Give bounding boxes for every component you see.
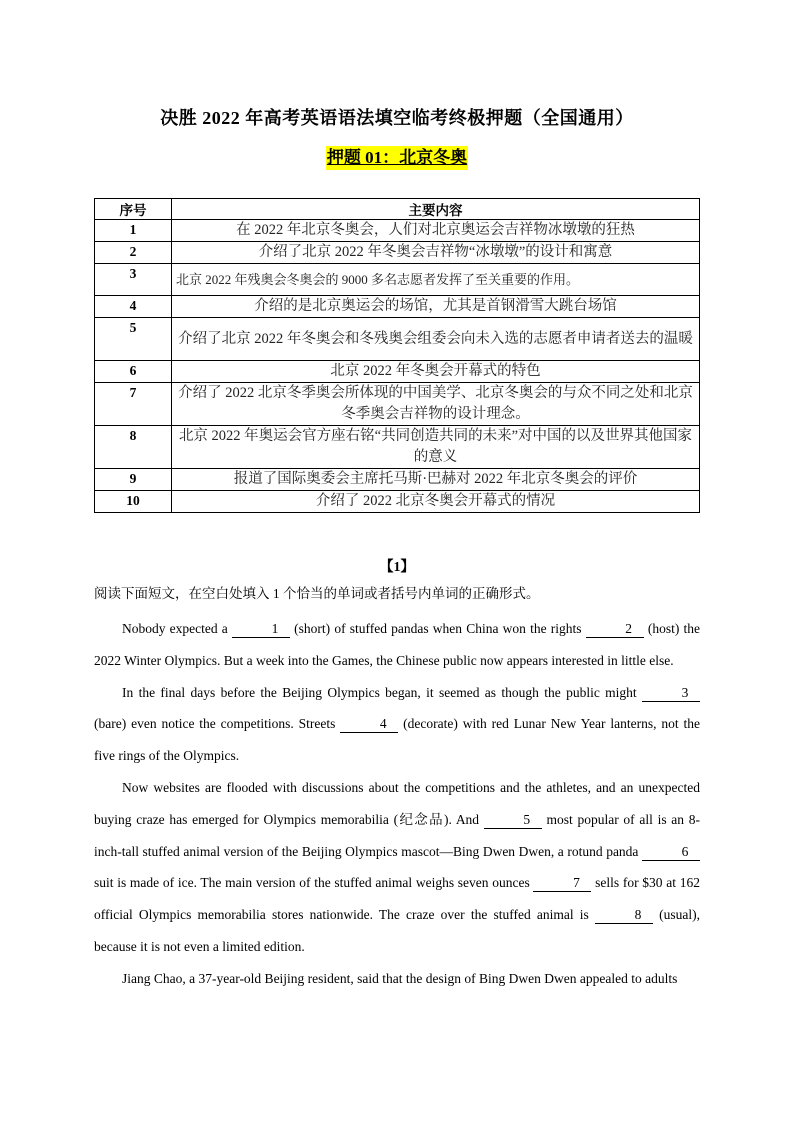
text: (decorate) with red Lunar New Year lanterns, not the five rings of the Olympics. [94, 716, 700, 764]
table-row [95, 469, 700, 491]
paragraph-3 [94, 772, 700, 963]
instruction-text: 阅读下面短文，在空白处填入 1 个恰当的单词或者括号内单词的正确形式。 [94, 586, 540, 601]
row-number: 9 [95, 469, 172, 491]
blank-2[interactable]: 2 [586, 621, 644, 638]
table-row [95, 242, 700, 264]
paragraph-2 [94, 677, 700, 772]
text: sells for $30 at 162 official Olympics memorabilia stores nationwide. The craze over the stuffed animal is [94, 875, 700, 923]
section-number: 【1】 [379, 560, 415, 575]
row-number: 6 [95, 361, 172, 383]
summary-table [94, 198, 700, 513]
text: (host) the 2022 Winter Olympics. But a week into the Games, the Chinese public now appears interested in little else. [94, 621, 700, 668]
subtitle: 押题 01：北京冬奥 [326, 146, 468, 170]
text: suit is made of ice. The main version of the stuffed animal weighs seven ounces [94, 875, 534, 891]
text: In the final days before the Beijing Olympics began, it seemed as though the public might [122, 684, 642, 700]
column-header-content: 主要内容 [172, 199, 700, 220]
blank-7[interactable]: 7 [533, 875, 591, 892]
row-content: 介绍了北京 2022 年冬奥会吉祥物“冰墩墩”的设计和寓意 [172, 242, 700, 264]
row-number: 10 [95, 491, 172, 513]
blank-5[interactable]: 5 [484, 812, 542, 829]
blank-3[interactable]: 3 [642, 685, 700, 702]
blank-6[interactable]: 6 [642, 844, 700, 861]
row-content: 介绍的是北京奥运会的场馆，尤其是首钢滑雪大跳台场馆 [172, 296, 700, 318]
subtitle-wrap [0, 146, 794, 170]
row-number: 2 [95, 242, 172, 264]
row-number: 3 [95, 264, 172, 296]
row-content: 在 2022 年北京冬奥会，人们对北京奥运会吉祥物冰墩墩的狂热 [172, 220, 700, 242]
text: Now websites are flooded with discussions about the competitions and the athletes, and an unexpected buying craze has emerged for Olympics memorabilia (纪念品). And [94, 779, 700, 827]
row-content: 介绍了 2022 北京冬奥会开幕式的情况 [172, 491, 700, 513]
row-number: 7 [95, 383, 172, 426]
row-content: 介绍了北京 2022 年冬奥会和冬残奥会组委会向未入选的志愿者申请者送去的温暖 [172, 318, 700, 361]
text: most popular of all is an 8-inch-tall stuffed animal version of the Beijing Olympics mascot—Bing Dwen Dwen, a rotund panda [94, 811, 700, 859]
blank-1[interactable]: 1 [232, 621, 290, 638]
row-content: 报道了国际奥委会主席托马斯·巴赫对 2022 年北京冬奥会的评价 [172, 469, 700, 491]
table-header-row [95, 199, 700, 220]
table-row [95, 220, 700, 242]
row-number: 4 [95, 296, 172, 318]
page-title: 决胜 2022 年高考英语语法填空临考终极押题（全国通用） [160, 108, 634, 128]
row-number: 5 [95, 318, 172, 361]
table-row [95, 264, 700, 296]
row-content: 北京 2022 年冬奥会开幕式的特色 [172, 361, 700, 383]
row-number: 1 [95, 220, 172, 242]
row-content: 北京 2022 年残奥会冬奥会的 9000 多名志愿者发挥了至关重要的作用。 [172, 264, 700, 296]
text: Jiang Chao, a 37-year-old Beijing resident, said that the design of Bing Dwen Dwen appealed to adults [122, 970, 678, 986]
table-row [95, 426, 700, 469]
text: (short) of stuffed pandas when China won the rights [289, 621, 586, 636]
table-row [95, 491, 700, 513]
paragraph-1 [94, 613, 700, 677]
text: (bare) even notice the competitions. Streets [94, 716, 341, 732]
table-row [95, 383, 700, 426]
blank-4[interactable]: 4 [340, 716, 398, 733]
text: (usual), because it is not even a limited edition. [94, 907, 700, 954]
row-number: 8 [95, 426, 172, 469]
table-row [95, 361, 700, 383]
blank-8[interactable]: 8 [595, 907, 653, 924]
row-content: 介绍了 2022 北京冬季奥会所体现的中国美学、北京冬奥会的与众不同之处和北京冬季奥会吉祥物的设计理念。 [172, 383, 700, 426]
table-row [95, 296, 700, 318]
text: Nobody expected a [122, 621, 232, 636]
row-content: 北京 2022 年奥运会官方座右铭“共同创造共同的未来”对中国的以及世界其他国家的意义 [172, 426, 700, 469]
reading-passage [94, 613, 700, 995]
paragraph-4 [94, 963, 700, 995]
table-row [95, 318, 700, 361]
column-header-num: 序号 [95, 199, 172, 220]
